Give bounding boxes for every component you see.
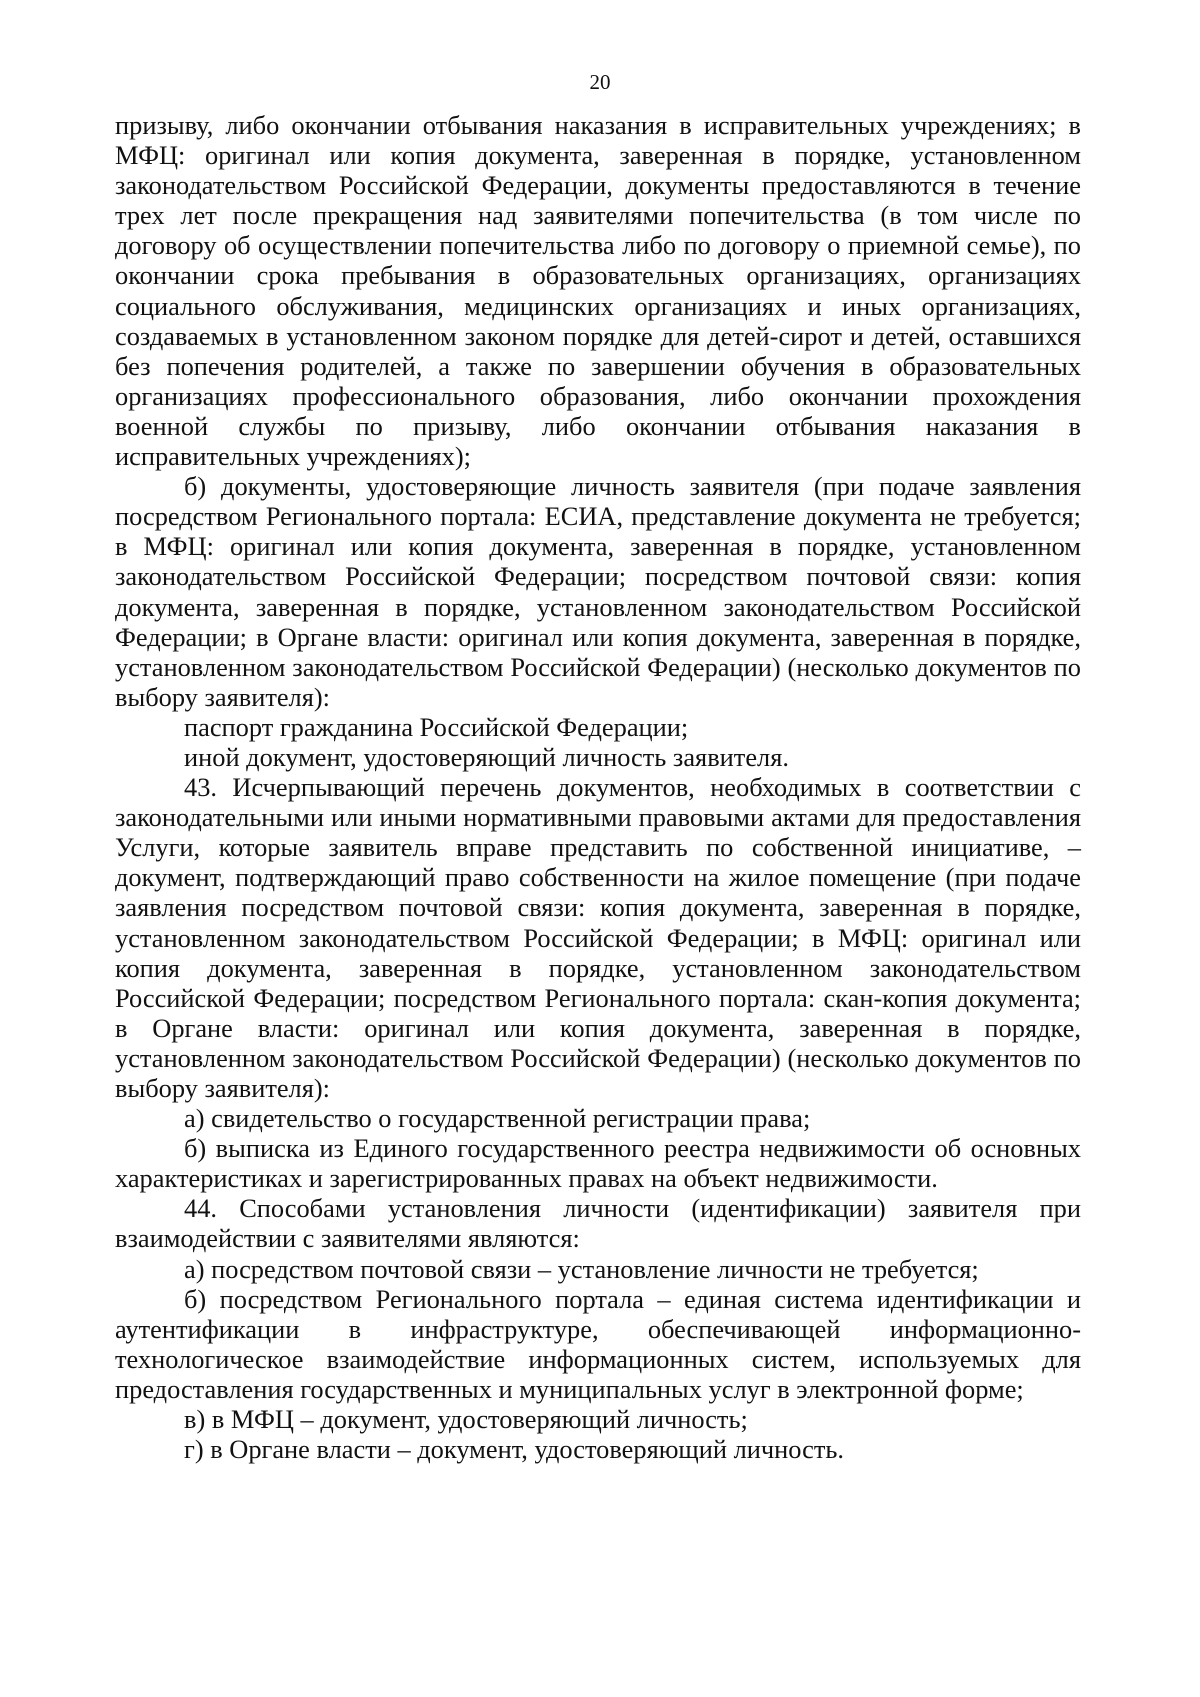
page-number: 20	[589, 70, 611, 94]
list-item-44-v: в) в МФЦ – документ, удостоверяющий личность;	[184, 1404, 748, 1435]
paragraph-continuation: призыву, либо окончании отбывания наказания в исправительных учреждениях; в МФЦ: оригинал или копия документа, заверенная в порядке, установленном законодательством Российской Федерации, документы предоставляются в течение трех лет после прекращения над заявителями попечительства (в том числе по договору об осуществлении попечительства либо по договору о приемной семье), по окончании срока пребывания в образовательных организациях, организациях социального обслуживания, медицинских организациях и иных организациях, создаваемых в установленном законом порядке для детей-сирот и детей, оставшихся без попечения родителей, а также по завершении обучения в образовательных организациях профессионального образования, либо окончании прохождения военной службы по призыву, либо окончании отбывания наказания в исправительных учреждениях);	[115, 110, 1081, 472]
list-item-43-b: б) выписка из Единого государственного реестра недвижимости об основных характеристиках и зарегистрированных правах на объект недвижимости.	[115, 1133, 1081, 1194]
list-item-passport: паспорт гражданина Российской Федерации;	[184, 711, 689, 742]
paragraph-44: 44. Способами установления личности (идентификации) заявителя при взаимодействии с заявителями являются:	[115, 1193, 1081, 1254]
list-item-43-a: а) свидетельство о государственной регистрации права;	[184, 1103, 811, 1134]
list-item-other-id: иной документ, удостоверяющий личность заявителя.	[184, 741, 789, 772]
list-item-44-b: б) посредством Регионального портала – единая система идентификации и аутентификации в инфраструктуре, обеспечивающей информационно-технологическое взаимодействие информационных систем, используемых для предоставления государственных и муниципальных услуг в электронной форме;	[115, 1283, 1081, 1404]
list-item-44-a: а) посредством почтовой связи – установление личности не требуется;	[184, 1253, 979, 1284]
list-item-44-g: г) в Органе власти – документ, удостоверяющий личность.	[184, 1434, 845, 1465]
paragraph-43: 43. Исчерпывающий перечень документов, необходимых в соответствии с законодательными или иными нормативными правовыми актами для предоставления Услуги, которые заявитель вправе представить по собственной инициативе, – документ, подтверждающий право собственности на жилое помещение (при подаче заявления посредством почтовой связи: копия документа, заверенная в порядке, установленном законодательством Российской Федерации; в МФЦ: оригинал или копия документа, заверенная в порядке, установленном законодательством Российской Федерации; посредством Регионального портала: скан-копия документа; в Органе власти: оригинал или копия документа, заверенная в порядке, установленном законодательством Российской Федерации) (несколько документов по выбору заявителя):	[115, 772, 1081, 1103]
paragraph-item-b-identity-documents: б) документы, удостоверяющие личность заявителя (при подаче заявления посредством Регионального портала: ЕСИА, представление документа не требуется; в МФЦ: оригинал или копия документа, заверенная в порядке, установленном законодательством Российской Федерации; посредством почтовой связи: копия документа, заверенная в порядке, установленном законодательством Российской Федерации; в Органе власти: оригинал или копия документа, заверенная в порядке, установленном законодательством Российской Федерации) (несколько документов по выбору заявителя):	[115, 471, 1081, 712]
document-body	[115, 110, 1081, 1464]
